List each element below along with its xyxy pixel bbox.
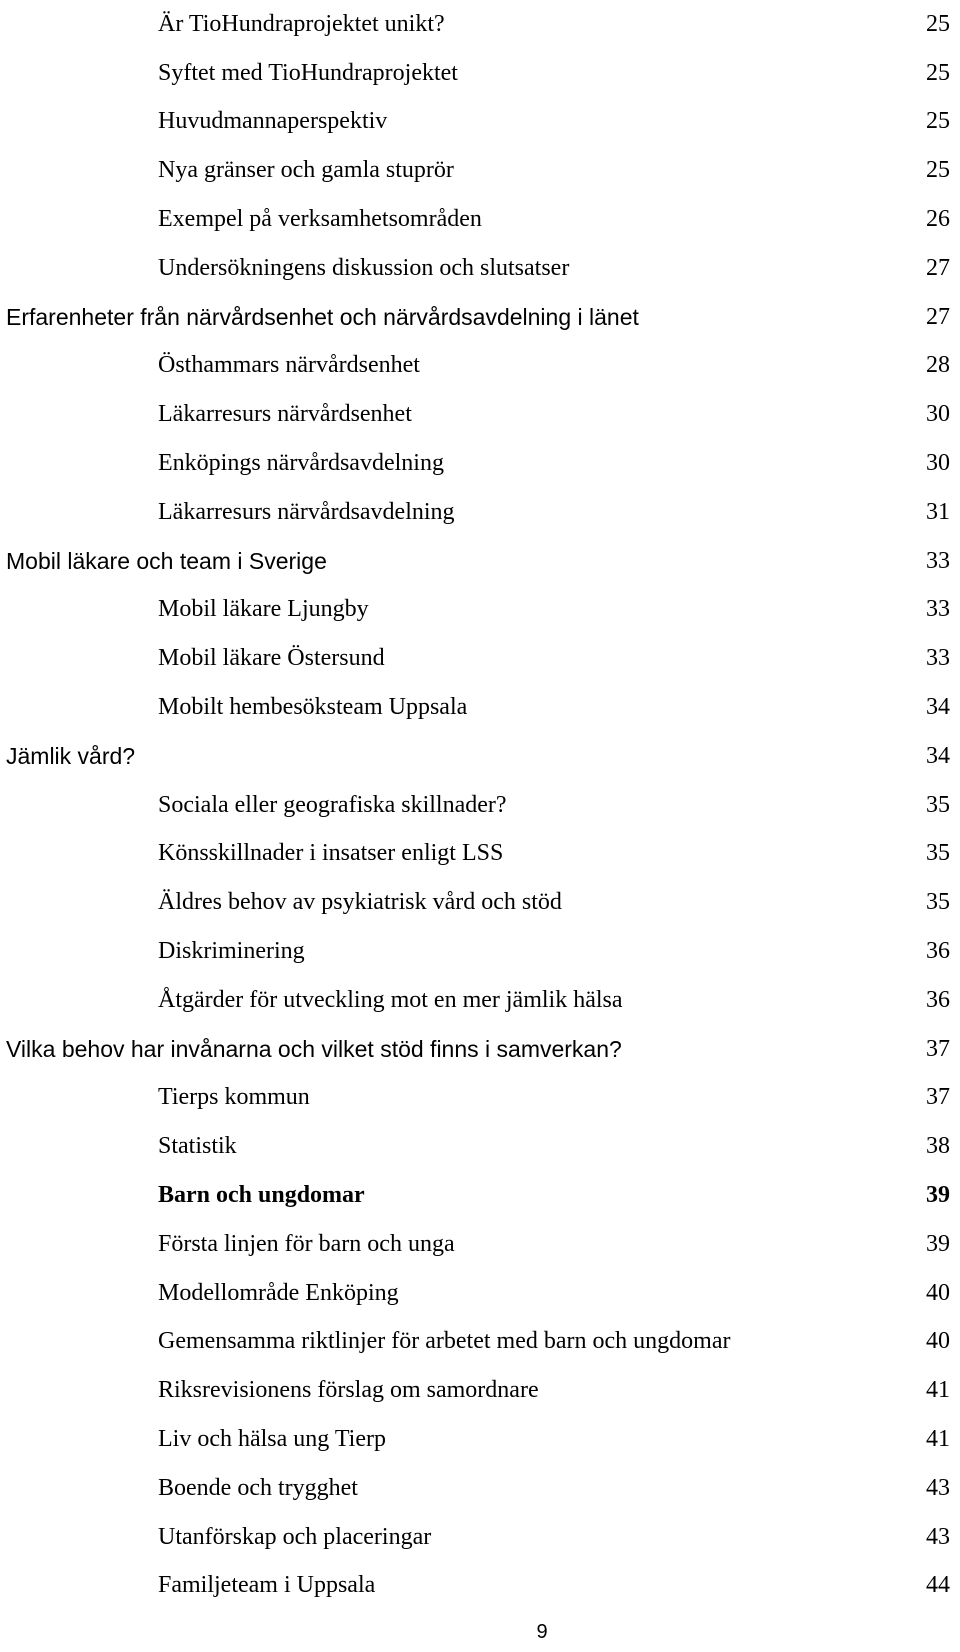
toc-entry-page: 34 <box>926 742 950 769</box>
toc-section-heading[interactable] <box>0 293 960 342</box>
toc-entry-title: Är TioHundraprojektet unikt? <box>158 10 445 37</box>
toc-entry-title: Mobil läkare Ljungby <box>158 596 369 623</box>
toc-entry[interactable] <box>0 1513 960 1562</box>
toc-entry[interactable] <box>0 244 960 293</box>
toc-entry-page: 44 <box>926 1572 950 1599</box>
toc-entry-page: 25 <box>926 108 950 135</box>
toc-entry[interactable] <box>0 1074 960 1123</box>
toc-entry-page: 38 <box>926 1133 950 1160</box>
toc-entry-page: 35 <box>926 889 950 916</box>
toc-entry[interactable] <box>0 146 960 195</box>
toc-entry-title: Liv och hälsa ung Tierp <box>158 1426 386 1452</box>
toc-entry[interactable] <box>0 1366 960 1415</box>
toc-entry-page: 43 <box>926 1474 950 1501</box>
toc-entry[interactable] <box>0 927 960 976</box>
page-number: 9 <box>536 1621 548 1643</box>
toc-entry-page: 25 <box>926 59 950 86</box>
toc-entry-page: 40 <box>926 1328 950 1355</box>
toc-entry[interactable] <box>0 683 960 732</box>
toc-entry-title: Östhammars närvårdsenhet <box>158 352 420 379</box>
toc-entry[interactable] <box>0 830 960 879</box>
toc-entry[interactable] <box>0 98 960 147</box>
toc-entry-page: 28 <box>926 352 950 379</box>
toc-section-heading[interactable] <box>0 732 960 781</box>
toc-entry-page: 35 <box>926 791 950 818</box>
toc-entry[interactable] <box>0 1318 960 1367</box>
toc-entry-page: 33 <box>926 547 950 574</box>
toc-entry[interactable] <box>0 1464 960 1513</box>
toc-entry-title: Gemensamma riktlinjer för arbetet med barn och ungdomar <box>158 1328 731 1355</box>
toc-entry-page: 33 <box>926 596 950 623</box>
toc-entry[interactable] <box>0 781 960 830</box>
toc-entry[interactable] <box>0 390 960 439</box>
toc-entry-page: 34 <box>926 694 950 721</box>
toc-entry-page: 39 <box>926 1182 950 1209</box>
toc-entry-bold[interactable] <box>0 1171 960 1220</box>
toc-entry[interactable] <box>0 1562 960 1611</box>
toc-entry-title: Erfarenheter från närvårdsenhet och närvårdsavdelning i länet <box>6 303 639 330</box>
toc-entry-page: 26 <box>926 206 950 233</box>
toc-entry-title: Läkarresurs närvårdsenhet <box>158 401 412 428</box>
toc-entry-title: Huvudmannaperspektiv <box>158 108 388 135</box>
toc-entry-title: Modellområde Enköping <box>158 1279 399 1306</box>
toc-entry-page: 43 <box>926 1523 950 1550</box>
toc-entry[interactable] <box>0 878 960 927</box>
toc-entry[interactable] <box>0 49 960 98</box>
toc-entry-page: 41 <box>926 1426 950 1452</box>
toc-entry-title: Jämlik vård? <box>6 742 136 769</box>
toc-entry[interactable] <box>0 1269 960 1318</box>
toc-entry-page: 39 <box>926 1230 950 1257</box>
toc-entry-title: Utanförskap och placeringar <box>158 1523 432 1550</box>
toc-entry-title: Exempel på verksamhetsområden <box>158 206 482 233</box>
toc-entry-page: 27 <box>926 303 950 330</box>
toc-entry-page: 37 <box>926 1084 950 1111</box>
toc-section-heading[interactable] <box>0 1025 960 1074</box>
toc-entry[interactable] <box>0 195 960 244</box>
toc-entry-title: Sociala eller geografiska skillnader? <box>158 791 507 818</box>
toc-entry-page: 30 <box>926 450 950 477</box>
toc-entry-page: 30 <box>926 401 950 428</box>
toc-section-heading[interactable] <box>0 537 960 586</box>
toc-entry[interactable] <box>0 0 960 49</box>
toc-entry-page: 37 <box>926 1035 950 1062</box>
toc-entry[interactable] <box>0 439 960 488</box>
toc-entry-page: 36 <box>926 938 950 965</box>
toc-entry-title: Nya gränser och gamla stuprör <box>158 157 454 184</box>
toc-entry-title: Vilka behov har invånarna och vilket stöd finns i samverkan? <box>6 1035 622 1062</box>
toc-entry-page: 27 <box>926 254 950 281</box>
toc-entry[interactable] <box>0 634 960 683</box>
toc-entry-title: Mobilt hembesöksteam Uppsala <box>158 694 468 721</box>
toc-entry[interactable] <box>0 1220 960 1269</box>
toc-entry-page: 36 <box>926 986 950 1013</box>
toc-entry-title: Mobil läkare Östersund <box>158 645 385 672</box>
toc-entry-page: 25 <box>926 10 950 37</box>
toc-entry-title: Enköpings närvårdsavdelning <box>158 450 444 477</box>
toc-entry-title: Könsskillnader i insatser enligt LSS <box>158 840 504 867</box>
toc-entry[interactable] <box>0 1415 960 1464</box>
toc-entry-title: Boende och trygghet <box>158 1474 358 1501</box>
toc-entry-title: Barn och ungdomar <box>158 1182 365 1209</box>
toc-entry-title: Första linjen för barn och unga <box>158 1230 455 1257</box>
toc-entry[interactable] <box>0 1122 960 1171</box>
toc-entry-page: 31 <box>926 498 950 525</box>
toc-entry-title: Äldres behov av psykiatrisk vård och stöd <box>158 889 562 916</box>
toc-entry[interactable] <box>0 586 960 635</box>
toc-entry-page: 33 <box>926 645 950 672</box>
toc-entry-title: Diskriminering <box>158 938 305 965</box>
toc-entry[interactable] <box>0 488 960 537</box>
toc-entry-page: 35 <box>926 840 950 867</box>
toc-entry[interactable] <box>0 976 960 1025</box>
toc-entry-title: Läkarresurs närvårdsavdelning <box>158 498 455 525</box>
toc-entry-page: 41 <box>926 1377 950 1404</box>
toc-entry-title: Åtgärder för utveckling mot en mer jämlik hälsa <box>158 986 623 1013</box>
toc-entry[interactable] <box>0 342 960 391</box>
toc-entry-title: Mobil läkare och team i Sverige <box>6 547 327 574</box>
toc-entry-title: Riksrevisionens förslag om samordnare <box>158 1377 539 1404</box>
toc-entry-page: 40 <box>926 1279 950 1306</box>
toc-entry-title: Statistik <box>158 1133 237 1160</box>
toc-entry-title: Undersökningens diskussion och slutsatser <box>158 254 570 281</box>
toc-entry-title: Tierps kommun <box>158 1084 310 1111</box>
toc-entry-page: 25 <box>926 157 950 184</box>
toc-entry-title: Syftet med TioHundraprojektet <box>158 59 458 86</box>
toc-entry-title: Familjeteam i Uppsala <box>158 1572 376 1599</box>
